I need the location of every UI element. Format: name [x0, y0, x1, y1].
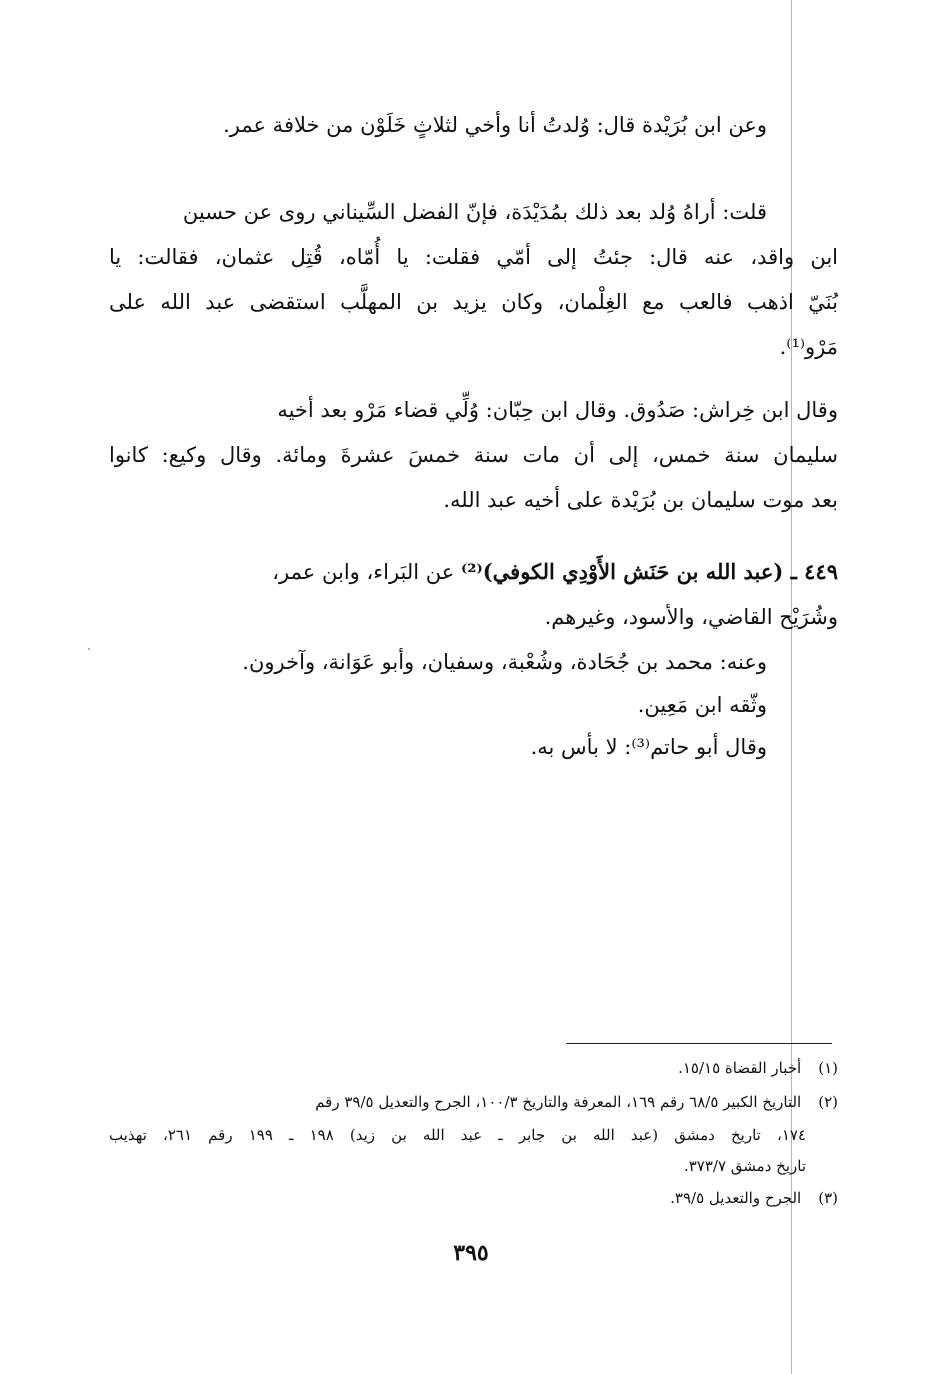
footnote-1-text: أخبار القضاة ١٥/١٥. [678, 1059, 802, 1077]
footnote-2-line-3: تاريخ دمشق ٣٧٣/٧. [683, 1157, 806, 1175]
footnote-1-number: (١) [818, 1059, 838, 1077]
footnote-2-number: (٢) [818, 1093, 838, 1111]
entry-number: ٤٤٩ ـ [790, 559, 838, 584]
paragraph-2-line-3: بُنَيّ اذهب فالعب مع الغِلْمان، وكان يزيد بن المهلَّب استقضى عبد الله على [109, 290, 838, 314]
paragraph-2-line-4: مَرْو⁽¹⁾. [779, 335, 838, 359]
footnote-3-number: (٣) [818, 1189, 838, 1207]
paragraph-2-line-1: قلت: أراهُ وُلد بعد ذلك بمُدَيْدَة، فإنّ الفضل السِّيناني روى عن حسين [182, 200, 767, 224]
footnote-2-text-line-1: التاريخ الكبير ٦٨/٥ رقم ١٦٩، المعرفة والتاريخ ١٠٠/٣، الجرح والتعديل ٣٩/٥ رقم [315, 1093, 802, 1111]
scan-speck [88, 648, 90, 650]
footnote-3-text: الجرح والتعديل ٣٩/٥. [670, 1189, 802, 1207]
paragraph-3-line-3: بعد موت سليمان بن بُرَيْدة على أخيه عبد الله. [443, 488, 838, 512]
entry-449-heading [109, 555, 838, 589]
page-number: ٣٩٥ [453, 1240, 489, 1266]
footnote-2 [109, 1089, 838, 1115]
entry-footnote-ref: ⁽²⁾ [460, 559, 483, 584]
paragraph-3-line-2: سليمان سنة خمس، إلى أن مات سنة خمسَ عشرةَ ومائة. وقال وكيع: كانوا [109, 443, 838, 467]
entry-449-line-5: وقال أبو حاتم⁽³⁾: لا بأس به. [530, 735, 767, 759]
footnote-3 [118, 1185, 838, 1211]
paragraph-2-line-2: ابن واقد، عنه قال: جئتُ إلى أمّي فقلت: يا أُمّاه، قُتِل عثمان، فقالت: يا [109, 245, 838, 269]
footnote-1 [118, 1055, 838, 1081]
paragraph-1-line-1: وعن ابن بُرَيْدة قال: وُلدتُ أنا وأخي لثلاثٍ خَلَوْن من خلافة عمر. [223, 113, 767, 137]
footnote-2-line-2: ١٧٤، تاريخ دمشق (عبد الله بن جابر ـ عبد الله بن زيد) ١٩٨ ـ ١٩٩ رقم ٢٦١، تهذيب [109, 1126, 806, 1144]
footnote-separator [566, 1043, 832, 1044]
entry-449-line-4: وثّقه ابن مَعِين. [637, 693, 767, 717]
entry-449-line-2: وشُرَيْح القاضي، والأسود، وغيرهم. [544, 605, 838, 629]
entry-heading-rest: عن البَراء، وابن عمر، [272, 560, 461, 584]
entry-name: (عبد الله بن حَنَش الأَوْدِي الكوفي) [482, 559, 784, 584]
paragraph-3-line-1: وقال ابن خِراش: صَدُوق. وقال ابن حِبّان: وُلِّي قضاء مَرْو بعد أخيه [277, 398, 838, 422]
entry-449-line-3: وعنه: محمد بن جُحَادة، وشُعْبة، وسفيان، وأبو عَوَانة، وآخرون. [242, 650, 767, 674]
